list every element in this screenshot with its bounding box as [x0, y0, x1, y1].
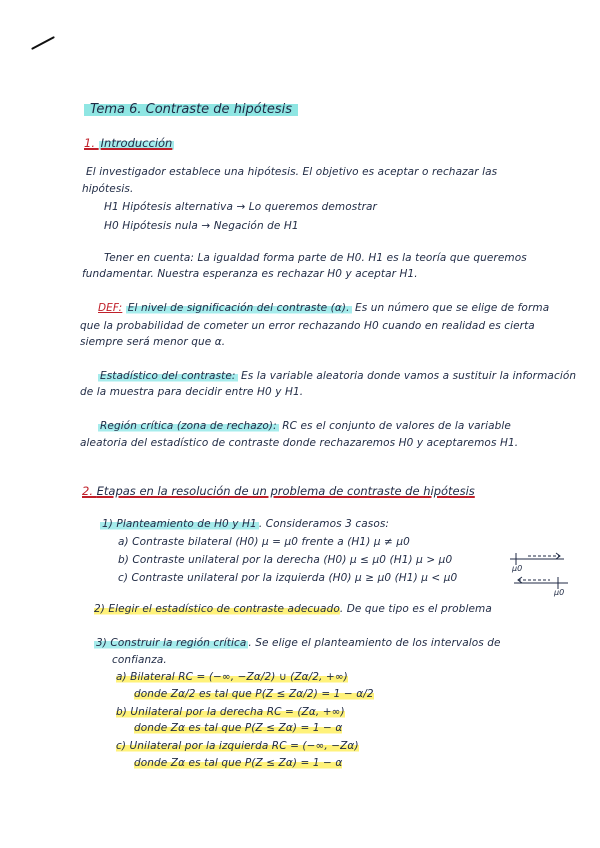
section-1-number: 1. [84, 136, 95, 150]
case-c-term: c) Unilateral por la izquierda RC = (−∞, −Zα) [116, 740, 359, 752]
def-label: DEF: [98, 302, 123, 314]
step-3-rest: . Se elige el planteamiento de los intervalos de [248, 637, 501, 649]
step-2-rest: . De que tipo es el problema [339, 603, 492, 615]
case-b-term: b) Unilateral por la derecha RC = (Zα, +∞) [116, 706, 345, 718]
step-1-rest: . Consideramos 3 casos: [258, 518, 390, 530]
right-tail-diagram [508, 550, 568, 572]
estadistico-line-1 [98, 370, 576, 382]
def-rest: Es un número que se elige de forma [351, 302, 550, 314]
step-3-term: 3) Construir la región crítica [96, 637, 247, 649]
step-1-term: 1) Planteamiento de H0 y H1 [102, 518, 257, 530]
case-a-term: a) Bilateral RC = (−∞, −Zα/2) ∪ (Zα/2, +∞) [116, 671, 348, 683]
case-a-where: donde Zα/2 es tal que P(Z ≤ Zα/2) = 1 − α/2 [134, 688, 374, 700]
step-2-term: 2) Elegir el estadístico de contraste adecuado [94, 603, 340, 615]
section-2-title: Etapas en la resolución de un problema de contraste de hipótesis [96, 484, 475, 498]
section-2-heading [82, 484, 475, 498]
left-tail-diagram [512, 574, 572, 596]
h0-definition: H0 Hipótesis nula → Negación de H1 [104, 220, 299, 232]
step-1b: b) Contraste unilateral por la derecha (H0) μ ≤ μ0 (H1) μ > μ0 [118, 554, 453, 566]
case-a-line-2 [134, 688, 374, 700]
def-line-3: siempre será menor que α. [80, 336, 226, 348]
step-2-line [94, 603, 492, 615]
pen-mark [31, 36, 55, 50]
def-term: El nivel de significación del contraste (α). [127, 302, 350, 314]
mu0-label-right: μ0 [512, 564, 523, 573]
case-b-where: donde Zα es tal que P(Z ≤ Zα) = 1 − α [134, 722, 343, 734]
intro-line-1: El investigador establece una hipótesis. El objetivo es aceptar o rechazar las [86, 166, 498, 178]
case-a-line-1 [116, 671, 348, 683]
case-b-line-2 [134, 722, 342, 734]
case-b-line-1 [116, 706, 345, 718]
case-c-line-2 [134, 757, 342, 769]
section-1-heading [84, 136, 174, 150]
def-line-1 [98, 302, 549, 314]
tener-line-1: Tener en cuenta: La igualdad forma parte de H0. H1 es la teoría que queremos [104, 252, 527, 264]
step-1-line [100, 518, 389, 530]
mu0-label-left: μ0 [554, 588, 565, 597]
section-2-number: 2. [82, 484, 93, 498]
estadistico-line-2: de la muestra para decidir entre H0 y H1. [80, 386, 304, 398]
estadistico-rest: Es la variable aleatoria donde vamos a sustituir la información [237, 370, 577, 382]
case-c-line-1 [116, 740, 359, 752]
def-line-2: que la probabilidad de cometer un error rechazando H0 cuando en realidad es cierta [80, 320, 535, 332]
step-3-line [94, 637, 501, 649]
case-c-where: donde Zα es tal que P(Z ≤ Zα) = 1 − α [134, 757, 343, 769]
region-rest: RC es el conjunto de valores de la variable [278, 420, 511, 432]
step-3-cont: confianza. [112, 654, 167, 666]
step-1a: a) Contraste bilateral (H0) μ = μ0 frente a (H1) μ ≠ μ0 [118, 536, 410, 548]
step-1c: c) Contraste unilateral por la izquierda (H0) μ ≥ μ0 (H1) μ < μ0 [118, 572, 458, 584]
intro-line-2: hipótesis. [82, 183, 134, 195]
region-term: Región crítica (zona de rechazo): [100, 420, 277, 432]
h1-definition: H1 Hipótesis alternativa → Lo queremos demostrar [104, 201, 377, 213]
region-line-2: aleatoria del estadístico de contraste donde rechazaremos H0 y aceptaremos H1. [80, 437, 519, 449]
section-1-title: Introducción [100, 136, 173, 150]
tener-line-2: fundamentar. Nuestra esperanza es rechazar H0 y aceptar H1. [82, 268, 418, 280]
region-line-1 [98, 420, 511, 432]
page-title: Tema 6. Contraste de hipótesis [84, 102, 298, 117]
estadistico-term: Estadístico del contraste: [100, 370, 236, 382]
